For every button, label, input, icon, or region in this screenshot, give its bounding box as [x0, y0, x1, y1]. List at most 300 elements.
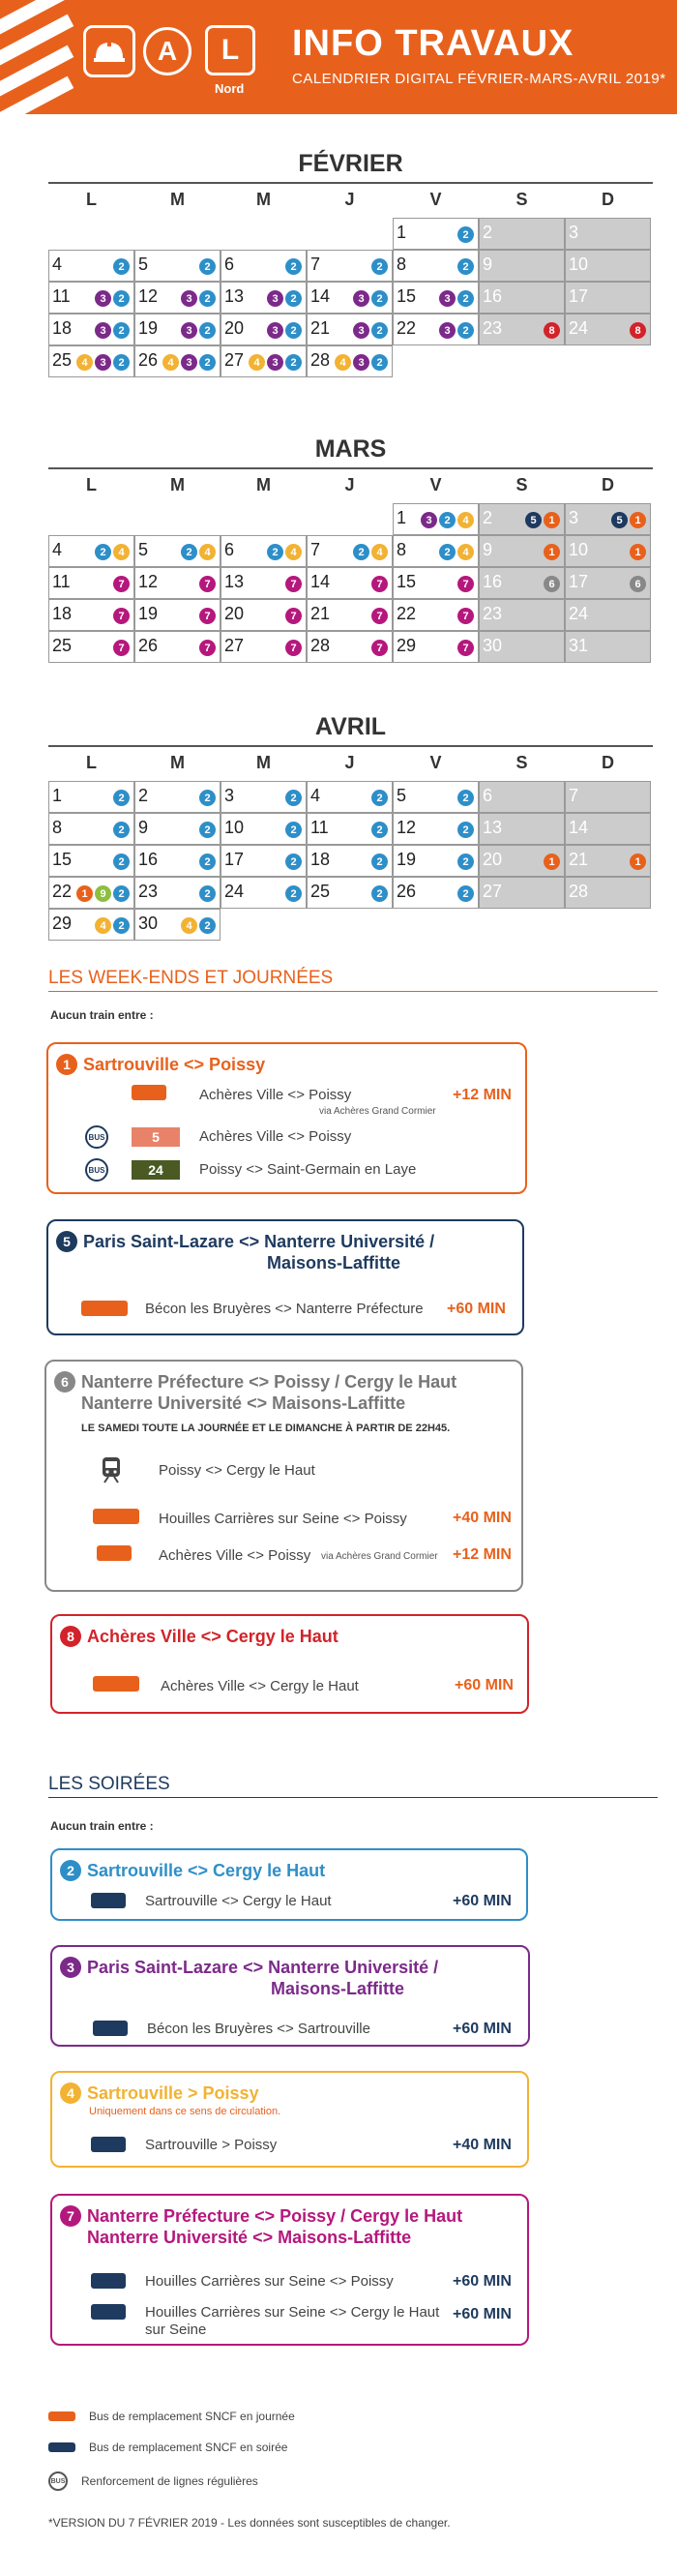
line-dot: 1	[630, 544, 646, 560]
train-icon	[101, 1456, 122, 1483]
day-number: 7	[310, 255, 321, 274]
calendar-day	[393, 781, 479, 813]
line-dot: 2	[371, 854, 388, 870]
line-dot: 2	[371, 885, 388, 902]
line-dot: 3	[95, 290, 111, 307]
line-dot: 7	[285, 576, 302, 592]
weekday-label: V	[429, 475, 442, 494]
day-number: 15	[52, 850, 73, 869]
day-number: 15	[397, 572, 417, 591]
calendar-day	[393, 282, 479, 314]
calendar-day	[134, 845, 221, 877]
line-dot: 2	[113, 917, 130, 934]
calendar-day	[221, 282, 307, 314]
line-dot: 3	[267, 354, 283, 371]
disruption-card-4	[50, 2071, 529, 2168]
calendar-day	[134, 250, 221, 282]
route-text: Bécon les Bruyères <> Sartrouville	[147, 2021, 370, 2037]
route-text: Achères Ville <> Poissy	[159, 1547, 311, 1564]
line-dot: 2	[285, 258, 302, 275]
disruption-card-6	[44, 1360, 523, 1592]
via-text: via Achères Grand Cormier	[319, 1106, 436, 1117]
calendar-day	[479, 282, 565, 314]
calendar-day	[134, 909, 221, 941]
line-dot: 2	[457, 885, 474, 902]
calendar-day	[48, 250, 134, 282]
day-number: 27	[224, 636, 245, 655]
line-dot: 2	[439, 512, 456, 528]
line-dot: 8	[630, 322, 646, 339]
weekday-label: M	[256, 753, 271, 772]
calendar-day	[134, 314, 221, 345]
calendar-day	[48, 631, 134, 663]
calendar-day	[393, 599, 479, 631]
bus-line-badge: 5	[132, 1127, 180, 1147]
calendar-day	[221, 781, 307, 813]
via-text: via Achères Grand Cormier	[321, 1551, 438, 1562]
line-number-badge: 6	[54, 1371, 75, 1393]
disruption-card-5	[46, 1219, 524, 1335]
route-text-wrap: sur Seine	[145, 2321, 207, 2338]
line-dot: 2	[285, 822, 302, 838]
day-number: 29	[397, 636, 417, 655]
route-text: Houilles Carrières sur Seine <> Poissy	[145, 2273, 394, 2290]
line-dot: 2	[457, 322, 474, 339]
calendar-day	[565, 813, 651, 845]
calendar-day	[48, 877, 134, 909]
line-dot: 7	[199, 608, 216, 624]
line-dot: 7	[113, 576, 130, 592]
calendar-day	[307, 813, 393, 845]
line-dot: 2	[267, 544, 283, 560]
day-number: 21	[569, 850, 589, 869]
day-number: 18	[52, 318, 73, 338]
disruption-card-8	[50, 1614, 529, 1714]
line-dot: 2	[199, 885, 216, 902]
bus-line-badge: 24	[132, 1160, 180, 1180]
line-dot: 2	[371, 322, 388, 339]
day-number: 22	[397, 318, 417, 338]
line-dot: 4	[457, 512, 474, 528]
day-number: 9	[483, 540, 493, 559]
calendar-day	[221, 535, 307, 567]
day-number: 7	[569, 786, 579, 805]
calendar-day	[307, 599, 393, 631]
line-dot: 3	[421, 512, 437, 528]
line-dot: 4	[113, 544, 130, 560]
day-number: 28	[310, 636, 331, 655]
legend-regular-lines: Renforcement de lignes régulières	[81, 2474, 258, 2488]
day-number: 5	[138, 255, 149, 274]
divider	[48, 745, 653, 747]
day-number: 24	[224, 882, 245, 901]
calendar-day	[307, 877, 393, 909]
line-dot: 4	[76, 354, 93, 371]
calendar-day	[307, 282, 393, 314]
card-title: Nanterre Préfecture <> Poissy / Cergy le Haut	[81, 1372, 457, 1392]
route-text: Houilles Carrières sur Seine <> Cergy le Haut	[145, 2304, 440, 2321]
weekday-label: J	[344, 753, 355, 772]
day-number: 12	[138, 572, 159, 591]
calendar-day	[565, 250, 651, 282]
evening-bus-icon	[91, 2273, 126, 2289]
calendar-day	[565, 631, 651, 663]
day-number: 10	[224, 818, 245, 837]
divider	[48, 182, 653, 184]
line-dot: 3	[181, 354, 197, 371]
worker-helmet-icon	[83, 25, 135, 77]
legend-day-bus: Bus de remplacement SNCF en journée	[89, 2410, 295, 2423]
day-number: 9	[483, 255, 493, 274]
line-dot: 2	[457, 854, 474, 870]
line-number-badge: 2	[60, 1860, 81, 1881]
disruption-card-1	[46, 1042, 527, 1194]
day-number: 25	[310, 882, 331, 901]
line-dot: 7	[371, 608, 388, 624]
day-number: 26	[138, 636, 159, 655]
line-l-icon: L	[205, 25, 255, 75]
month-title: MARS	[314, 435, 387, 463]
schedule-note: LE SAMEDI TOUTE LA JOURNÉE ET LE DIMANCHE À PARTIR DE 22H45.	[81, 1423, 451, 1434]
day-number: 19	[397, 850, 417, 869]
calendar-day	[479, 631, 565, 663]
weekend-section-title: LES WEEK-ENDS ET JOURNÉES	[48, 968, 334, 988]
line-dot: 3	[181, 290, 197, 307]
day-number: 11	[52, 572, 71, 591]
day-number: 4	[52, 255, 63, 274]
divider	[48, 467, 653, 469]
evening-section-title: LES SOIRÉES	[48, 1774, 170, 1794]
calendar-day	[221, 845, 307, 877]
line-number-badge: 3	[60, 1957, 81, 1978]
calendar-day	[134, 535, 221, 567]
day-number: 28	[310, 350, 331, 370]
day-number: 7	[310, 540, 321, 559]
card-title: Sartrouville <> Poissy	[83, 1055, 266, 1074]
month-title: AVRIL	[314, 713, 387, 740]
line-number-badge: 7	[60, 2205, 81, 2227]
day-number: 8	[397, 540, 407, 559]
card-title-2: Nanterre Université <> Maisons-Laffitte	[81, 1393, 406, 1413]
legend-evening-bus: Bus de remplacement SNCF en soirée	[89, 2441, 288, 2454]
line-dot: 4	[249, 354, 265, 371]
line-dot: 2	[457, 822, 474, 838]
calendar-day	[307, 845, 393, 877]
day-number: 24	[569, 318, 589, 338]
route-text: Bécon les Bruyères <> Nanterre Préfecture	[145, 1301, 424, 1317]
weekday-label: L	[86, 190, 97, 209]
line-dot: 2	[199, 322, 216, 339]
no-train-label: Aucun train entre :	[50, 1008, 154, 1022]
calendar-day	[221, 877, 307, 909]
day-number: 18	[52, 604, 73, 623]
bus-logo-icon: BUS	[85, 1125, 108, 1149]
day-number: 23	[483, 318, 503, 338]
day-bus-icon	[93, 1509, 139, 1524]
day-number: 2	[483, 223, 493, 242]
calendar-day	[221, 567, 307, 599]
weekday-label: J	[344, 190, 355, 209]
line-dot: 2	[113, 290, 130, 307]
calendar-day	[134, 877, 221, 909]
day-number: 31	[569, 636, 589, 655]
weekday-label: M	[256, 475, 271, 494]
line-dot: 2	[371, 790, 388, 806]
weekday-header	[48, 748, 651, 777]
day-number: 25	[52, 350, 73, 370]
day-number: 19	[138, 318, 159, 338]
evening-bus-icon	[91, 2137, 126, 2152]
line-dot: 7	[113, 640, 130, 656]
weekday-label: V	[429, 753, 442, 772]
divider	[48, 1797, 658, 1798]
card-title: Achères Ville <> Cergy le Haut	[87, 1627, 338, 1646]
route-text: Poissy <> Saint-Germain en Laye	[199, 1161, 417, 1178]
footnote: *VERSION DU 7 FÉVRIER 2019 - Les données sont susceptibles de changer.	[48, 2516, 451, 2530]
calendar-day	[48, 909, 134, 941]
line-dot: 4	[95, 917, 111, 934]
line-dot: 3	[439, 322, 456, 339]
weekday-label: D	[602, 753, 614, 772]
day-number: 3	[569, 223, 579, 242]
day-number: 2	[138, 786, 149, 805]
line-dot: 2	[113, 885, 130, 902]
calendar-day	[134, 813, 221, 845]
line-dot: 2	[199, 917, 216, 934]
line-dot: 3	[353, 322, 369, 339]
day-number: 22	[397, 604, 417, 623]
disruption-card-3	[50, 1945, 530, 2047]
calendar-day	[565, 599, 651, 631]
day-number: 23	[138, 882, 159, 901]
line-dot: 7	[199, 576, 216, 592]
line-dot: 9	[95, 885, 111, 902]
calendar-day	[565, 567, 651, 599]
line-dot: 2	[285, 354, 302, 371]
calendar-day	[307, 345, 393, 377]
day-number: 21	[310, 604, 331, 623]
calendar-day	[307, 567, 393, 599]
weekday-label: D	[602, 190, 614, 209]
line-dot: 7	[371, 640, 388, 656]
weekday-label: M	[256, 190, 271, 209]
calendar-day	[393, 250, 479, 282]
day-number: 14	[310, 572, 331, 591]
line-dot: 2	[199, 354, 216, 371]
weekday-label: V	[429, 190, 442, 209]
day-number: 15	[397, 286, 417, 306]
day-number: 13	[483, 818, 503, 837]
day-number: 3	[224, 786, 235, 805]
calendar-day	[307, 631, 393, 663]
page-subtitle: CALENDRIER DIGITAL FÉVRIER-MARS-AVRIL 2019*	[292, 71, 666, 87]
line-dot: 2	[199, 854, 216, 870]
bus-logo-icon: BUS	[85, 1158, 108, 1182]
calendar-day	[565, 314, 651, 345]
day-number: 1	[397, 508, 407, 527]
card-title-2: Maisons-Laffitte	[271, 1979, 405, 1998]
line-dot: 2	[95, 544, 111, 560]
weekday-label: M	[170, 753, 185, 772]
line-dot: 7	[457, 576, 474, 592]
day-number: 30	[483, 636, 503, 655]
line-dot: 2	[285, 790, 302, 806]
day-number: 17	[569, 286, 589, 306]
weekday-label: S	[515, 475, 528, 494]
day-number: 17	[569, 572, 589, 591]
calendar-day	[479, 781, 565, 813]
day-number: 6	[224, 255, 235, 274]
weekday-label: D	[602, 475, 614, 494]
line-a-icon: A	[143, 27, 191, 75]
calendar-day	[48, 314, 134, 345]
region-label: Nord	[215, 81, 245, 96]
calendar-day	[48, 599, 134, 631]
day-number: 13	[224, 572, 245, 591]
day-number: 16	[138, 850, 159, 869]
calendar-day	[48, 845, 134, 877]
day-number: 10	[569, 255, 589, 274]
route-text: Sartrouville <> Cergy le Haut	[145, 1893, 332, 1909]
calendar-day	[479, 845, 565, 877]
day-number: 8	[52, 818, 63, 837]
no-train-label: Aucun train entre :	[50, 1819, 154, 1833]
line-dot: 2	[199, 290, 216, 307]
disruption-card-2	[50, 1848, 528, 1921]
route-text: Houilles Carrières sur Seine <> Poissy	[159, 1511, 407, 1527]
day-number: 16	[483, 286, 503, 306]
calendar-day	[221, 813, 307, 845]
line-dot: 2	[199, 790, 216, 806]
line-dot: 7	[371, 576, 388, 592]
calendar-day	[393, 845, 479, 877]
calendar-day	[307, 250, 393, 282]
line-dot: 2	[371, 354, 388, 371]
line-dot: 2	[113, 258, 130, 275]
route-text: Achères Ville <> Poissy	[199, 1087, 352, 1103]
extra-time: +60 MIN	[447, 1301, 506, 1317]
line-dot: 1	[630, 854, 646, 870]
extra-time: +40 MIN	[453, 2137, 512, 2153]
line-dot: 4	[371, 544, 388, 560]
calendar-day	[393, 567, 479, 599]
line-dot: 2	[457, 258, 474, 275]
calendar-day	[307, 535, 393, 567]
line-dot: 7	[285, 640, 302, 656]
day-number: 26	[138, 350, 159, 370]
day-number: 5	[138, 540, 149, 559]
line-dot: 5	[611, 512, 628, 528]
line-dot: 1	[544, 512, 560, 528]
extra-time: +12 MIN	[453, 1087, 512, 1103]
calendar-day	[479, 877, 565, 909]
route-text: Poissy <> Cergy le Haut	[159, 1462, 315, 1479]
card-title-2: Maisons-Laffitte	[267, 1253, 401, 1273]
calendar-day	[393, 877, 479, 909]
line-dot: 8	[544, 322, 560, 339]
line-dot: 2	[457, 790, 474, 806]
line-dot: 2	[457, 290, 474, 307]
calendar-day	[134, 781, 221, 813]
weekday-label: S	[515, 190, 528, 209]
calendar-day	[134, 567, 221, 599]
line-dot: 3	[353, 290, 369, 307]
line-dot: 4	[162, 354, 179, 371]
line-dot: 2	[113, 354, 130, 371]
line-dot: 2	[371, 290, 388, 307]
line-dot: 3	[181, 322, 197, 339]
card-title: Nanterre Préfecture <> Poissy / Cergy le Haut	[87, 2206, 463, 2226]
line-dot: 4	[181, 917, 197, 934]
calendar-day	[479, 567, 565, 599]
line-dot: 2	[285, 854, 302, 870]
line-dot: 2	[113, 790, 130, 806]
calendar-day	[221, 599, 307, 631]
day-number: 11	[310, 818, 329, 837]
day-number: 20	[483, 850, 503, 869]
line-dot: 4	[285, 544, 302, 560]
day-number: 20	[224, 318, 245, 338]
extra-time: +60 MIN	[453, 1893, 512, 1909]
day-number: 20	[224, 604, 245, 623]
line-dot: 2	[439, 544, 456, 560]
calendar-day	[221, 631, 307, 663]
day-number: 12	[397, 818, 417, 837]
line-dot: 2	[199, 822, 216, 838]
evening-bus-icon	[91, 1893, 126, 1908]
weekday-label: L	[86, 475, 97, 494]
line-dot: 4	[457, 544, 474, 560]
calendar-day	[307, 781, 393, 813]
weekday-label: L	[86, 753, 97, 772]
calendar-day	[479, 250, 565, 282]
extra-time: +40 MIN	[453, 1510, 512, 1526]
evening-bus-icon	[48, 2442, 75, 2452]
day-number: 1	[397, 223, 407, 242]
line-dot: 2	[371, 822, 388, 838]
weekday-label: M	[170, 475, 185, 494]
line-dot: 2	[113, 854, 130, 870]
calendar-day	[221, 345, 307, 377]
line-dot: 3	[95, 322, 111, 339]
line-dot: 2	[181, 544, 197, 560]
line-dot: 6	[544, 576, 560, 592]
calendar-day	[479, 503, 565, 535]
card-title: Paris Saint-Lazare <> Nanterre Université /	[87, 1958, 439, 1977]
line-dot: 2	[113, 322, 130, 339]
calendar-day	[565, 218, 651, 250]
day-number: 19	[138, 604, 159, 623]
line-dot: 5	[525, 512, 542, 528]
day-number: 18	[310, 850, 331, 869]
line-dot: 4	[335, 354, 351, 371]
calendar-day	[48, 781, 134, 813]
line-dot: 1	[544, 854, 560, 870]
line-dot: 7	[113, 608, 130, 624]
line-dot: 7	[457, 640, 474, 656]
weekday-label: S	[515, 753, 528, 772]
day-bus-icon	[81, 1301, 128, 1316]
line-dot: 2	[285, 885, 302, 902]
card-title-2: Nanterre Université <> Maisons-Laffitte	[87, 2228, 412, 2247]
day-number: 11	[52, 286, 71, 306]
line-dot: 2	[285, 322, 302, 339]
day-number: 25	[52, 636, 73, 655]
calendar-day	[221, 250, 307, 282]
extra-time: +12 MIN	[453, 1546, 512, 1563]
day-number: 23	[483, 604, 503, 623]
line-dot: 2	[353, 544, 369, 560]
